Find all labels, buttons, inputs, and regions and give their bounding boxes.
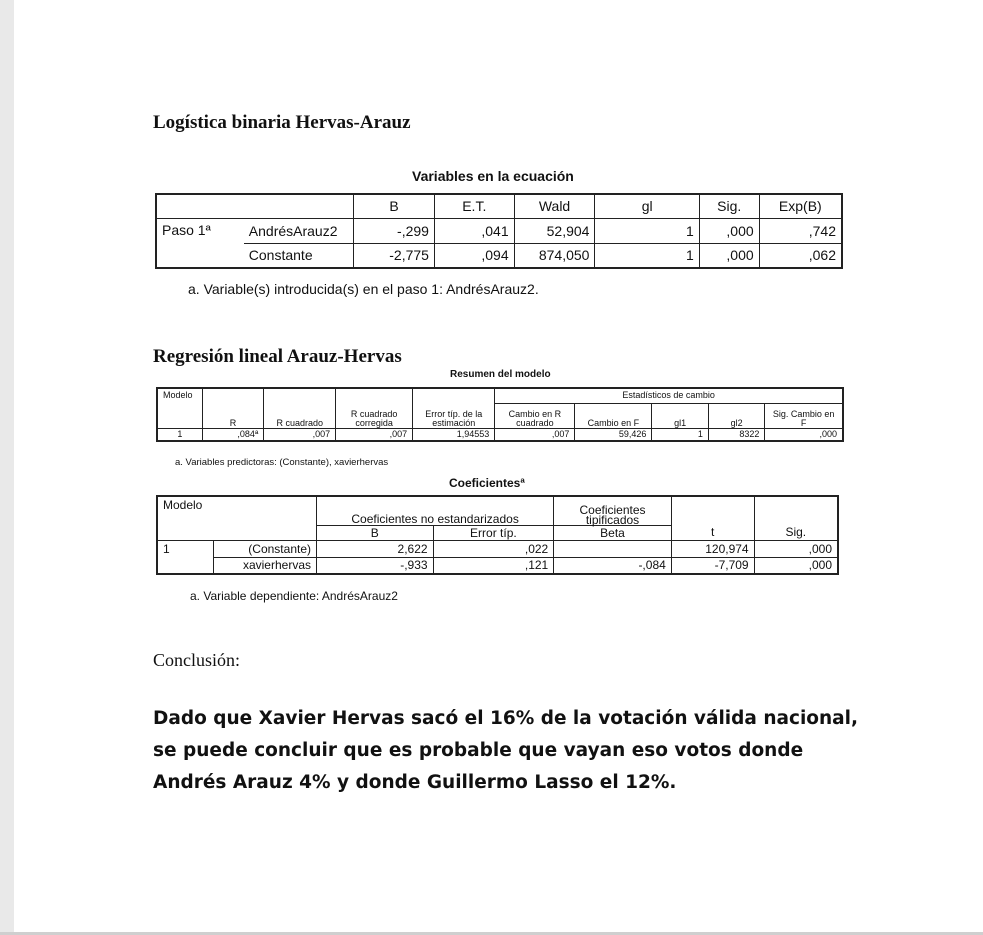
coef-cell: ,121 (433, 557, 554, 574)
coef-subheader-b: B (317, 525, 434, 540)
coefficients-table (156, 495, 839, 575)
summary-cell: ,084ª (202, 428, 264, 441)
summary-cell: 1 (157, 428, 202, 441)
coef-subheader-beta: Beta (554, 525, 672, 540)
coef-subheader-error: Error típ. (433, 525, 554, 540)
coef-row-label: xavierhervas (213, 557, 316, 574)
logit-cell: ,041 (434, 218, 514, 243)
logit-header-empty (156, 194, 354, 218)
logit-table-title: Variables en la ecuación (412, 168, 574, 184)
coef-footnote: a. Variable dependiente: AndrésArauz2 (190, 589, 398, 603)
logit-cell: 874,050 (514, 243, 595, 268)
logit-step-label: Paso 1ª (156, 218, 244, 268)
logit-header-expb: Exp(B) (759, 194, 842, 218)
logit-header-et: E.T. (434, 194, 514, 218)
summary-header-empty (202, 388, 264, 403)
summary-cell: 1,94553 (413, 428, 495, 441)
logit-cell: ,742 (759, 218, 842, 243)
logit-row-label: AndrésArauz2 (244, 218, 354, 243)
coef-cell: -,933 (317, 557, 434, 574)
coef-cell: 120,974 (671, 540, 754, 557)
logit-cell: ,062 (759, 243, 842, 268)
logit-header-b: B (354, 194, 435, 218)
summary-cell: 1 (652, 428, 708, 441)
logit-cell: 52,904 (514, 218, 595, 243)
section-title-regresion: Regresión lineal Arauz-Hervas (153, 346, 402, 367)
summary-table-title: Resumen del modelo (450, 369, 551, 380)
coef-header-t: t (671, 496, 754, 540)
summary-header-empty (336, 388, 413, 403)
summary-cell: 8322 (708, 428, 764, 441)
coef-cell: 2,622 (317, 540, 434, 557)
logit-cell: ,094 (434, 243, 514, 268)
coef-header-modelo: Modelo (157, 496, 317, 540)
summary-header-change-stats: Estadísticos de cambio (495, 388, 843, 403)
logit-table (155, 193, 843, 269)
summary-header-empty (413, 388, 495, 403)
summary-cell: ,007 (264, 428, 336, 441)
summary-col-header: Sig. Cambio en F (765, 403, 843, 428)
coef-cell: ,022 (433, 540, 554, 557)
conclusion-text: Dado que Xavier Hervas sacó el 16% de la votación válida nacional, se puede concluir que es probable que vayan eso votos donde Andrés Arauz 4% y donde Guillermo Lasso el 12%. (153, 708, 859, 793)
model-summary-table (156, 387, 844, 442)
coef-cell: -7,709 (671, 557, 754, 574)
coef-row-label: (Constante) (213, 540, 316, 557)
summary-col-header: Error típ. de la estimación (413, 403, 495, 428)
coef-table-title: Coeficientesª (449, 476, 525, 490)
coef-cell: ,000 (754, 540, 838, 557)
summary-cell: 59,426 (575, 428, 652, 441)
summary-col-header: gl1 (652, 403, 708, 428)
logit-cell: 1 (595, 243, 699, 268)
summary-footnote: a. Variables predictoras: (Constante), xavierhervas (175, 457, 389, 468)
logit-header-gl: gl (595, 194, 699, 218)
conclusion-label: Conclusión: (153, 650, 241, 670)
coef-header-unstd: Coeficientes no estandarizados (317, 496, 554, 525)
logit-cell: ,000 (699, 243, 759, 268)
coef-cell: ,000 (754, 557, 838, 574)
summary-header-empty (264, 388, 336, 403)
summary-cell: ,007 (495, 428, 575, 441)
coef-header-sig: Sig. (754, 496, 838, 540)
logit-cell: -2,775 (354, 243, 435, 268)
summary-cell: ,000 (765, 428, 843, 441)
coef-cell: -,084 (554, 557, 672, 574)
coef-header-std: Coeficientes tipificados (554, 496, 672, 525)
coef-cell (554, 540, 672, 557)
summary-col-header: Cambio en R cuadrado (495, 403, 575, 428)
summary-header-modelo: Modelo (157, 388, 202, 428)
summary-col-header: R (202, 403, 264, 428)
logit-header-sig: Sig. (699, 194, 759, 218)
logit-footnote: a. Variable(s) introducida(s) en el paso 1: AndrésArauz2. (188, 281, 539, 297)
coef-model-number: 1 (157, 540, 213, 574)
logit-cell: -,299 (354, 218, 435, 243)
summary-col-header: gl2 (708, 403, 764, 428)
logit-cell: 1 (595, 218, 699, 243)
summary-cell: ,007 (336, 428, 413, 441)
logit-header-wald: Wald (514, 194, 595, 218)
summary-col-header: R cuadrado (264, 403, 336, 428)
summary-col-header: R cuadrado corregida (336, 403, 413, 428)
logit-cell: ,000 (699, 218, 759, 243)
section-title-logistica: Logística binaria Hervas-Arauz (153, 112, 411, 133)
logit-row-label: Constante (244, 243, 354, 268)
summary-col-header: Cambio en F (575, 403, 652, 428)
